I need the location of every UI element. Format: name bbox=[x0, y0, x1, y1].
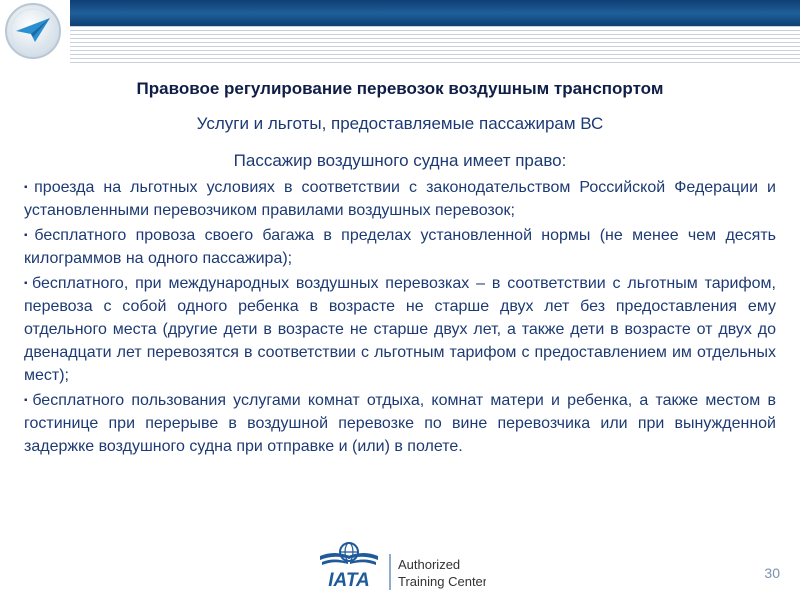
list-item: ▪ проезда на льготных условиях в соответствии с законодательством Российской Федерации и установленными перевозчиком правилами воздушных перевозок; bbox=[24, 176, 776, 222]
rights-list bbox=[24, 176, 776, 460]
header-lines bbox=[70, 26, 800, 64]
iata-logo-icon bbox=[316, 536, 486, 594]
paper-plane-icon bbox=[0, 0, 66, 62]
slide-subtitle: Услуги и льготы, предоставляемые пассажирам ВС bbox=[196, 114, 604, 133]
header-band bbox=[70, 0, 800, 26]
iata-training-center-logo bbox=[316, 536, 486, 594]
lead-text: Пассажир воздушного судна имеет право: bbox=[233, 151, 567, 170]
page-number: 30 bbox=[764, 565, 780, 581]
slide-title: Правовое регулирование перевозок воздушным транспортом bbox=[136, 79, 664, 98]
top-logo bbox=[0, 0, 66, 62]
list-item: ▪ бесплатного пользования услугами комнат отдыха, комнат матери и ребенка, а также местом в гостинице при перерыве в воздушной перевозке по вине перевозчика или при вынужденной задержке воздушного судна при отправке и (или) в полете. bbox=[24, 389, 776, 458]
iata-wordmark: IATA bbox=[328, 570, 370, 591]
list-item: ▪ бесплатного провоза своего багажа в пределах установленной нормы (не менее чем десять килограммов на одного пассажира); bbox=[24, 224, 776, 270]
logo-line-authorized: Authorized bbox=[398, 557, 461, 572]
list-item: ▪ бесплатного, при международных воздушных перевозках – в соответствии с льготным тарифом, перевоза с собой одного ребенка в возрасте не старше двух лет без предоставления ему отдельного места (другие дети в возрасте не старше двух лет, а также дети в возрасте от двух до двенадцати лет перевозятся в соответствии с льготным тарифом с предоставлением им отдельных мест); bbox=[24, 272, 776, 387]
logo-line-training-center: Training Center bbox=[398, 574, 486, 589]
